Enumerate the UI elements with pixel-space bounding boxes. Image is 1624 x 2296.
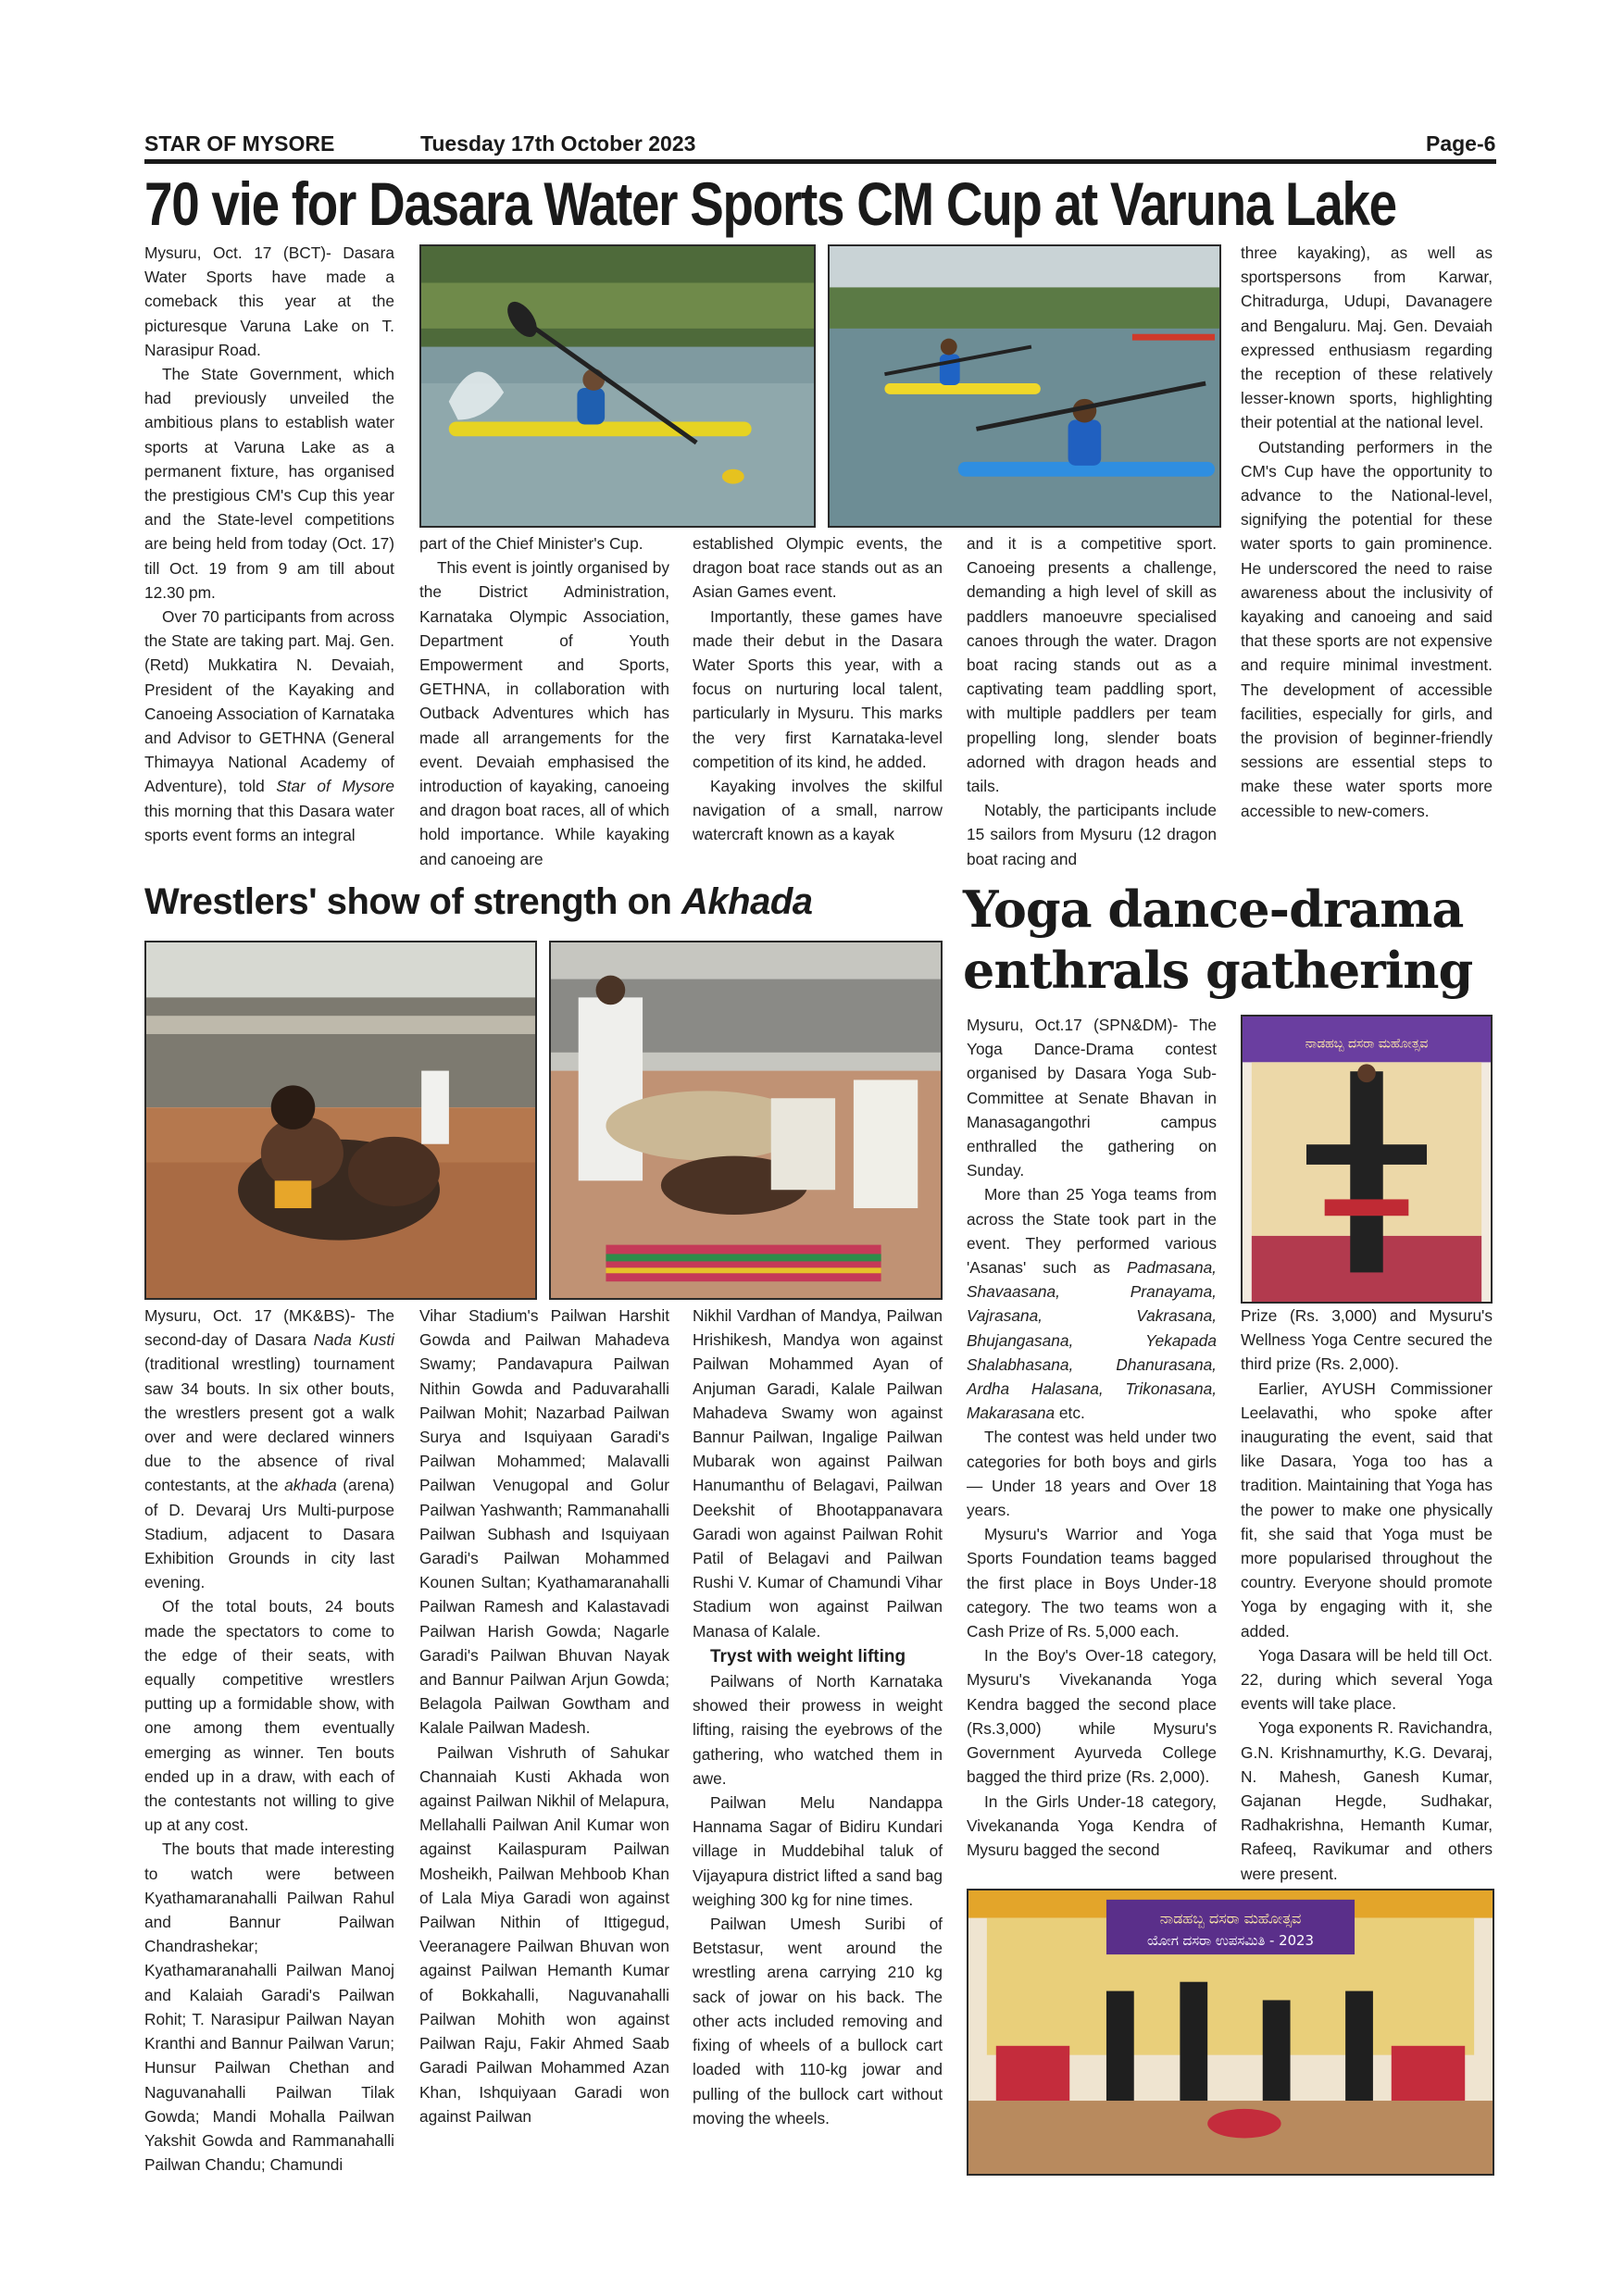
- water-para: Kayaking involves the skilful navigation of a small, narrow watercraft known as a kayak: [693, 777, 943, 844]
- water-para: The State Government, which had previously unveiled the ambitious plans to establish water sports at Varuna Lake as a permanent fixture, has organised the prestigious CM's Cup this year and the State-level competitions are being held from today (Oct. 17) till Oct. 19 from 9 am till about 12.30 pm.: [144, 365, 394, 602]
- wrestle-headline: Wrestlers' show of strength on Akhada: [144, 881, 813, 922]
- water-para: and it is a competitive sport. Canoeing presents a challenge, demanding a high level of skill as paddlers manoeuvre specialised canoes through the water. Dragon boat racing stands out as a captivating team paddling sport, with multiple paddlers per team propelling long, slender boats adorned with dragon heads and tails.: [967, 534, 1217, 796]
- yoga-stage-banner-top: ನಾಡಹಬ್ಬ ದಸರಾ ಮಹೋತ್ಸವ: [1159, 1909, 1302, 1928]
- wrestling-photo-1: [144, 941, 537, 1300]
- wrestle-para: Pailwan Melu Nandappa Hannama Sagar of Bidiru Kundari village in Muddebihal taluk of Vijayapura district lifted a sand bag weighing 300 kg for nine times.: [693, 1793, 943, 1909]
- yoga-photo-1-art: [1243, 1017, 1491, 1302]
- masthead-date: Tuesday 17th October 2023: [420, 131, 696, 156]
- wrestling-photo-2-art: [551, 942, 941, 1298]
- wrestle-col2: [419, 1304, 669, 2128]
- wrestle-col3: [693, 1304, 943, 2130]
- yoga-photo-2-art: [968, 1890, 1493, 2174]
- masthead-rule: [144, 159, 1496, 164]
- wrestle-para: Nikhil Vardhan of Mandya, Pailwan Hrishikesh, Mandya won against Pailwan Mohammed Ayan of Anjuman Garadi, Kalale Pailwan Mahadeva Swamy won against Bannur Pailwan, Ingalige Pailwan Mubarak won against Pailwan Hanumanthu of Belagavi, Pailwan Deekshit of Bhootappanavara Garadi won against Pailwan Rohit Patil of Belagavi and Pailwan Rushi V. Kumar of Chamundi Vihar Stadium won against Pailwan Manasa of Kalale.: [693, 1306, 943, 1641]
- yoga-photo-1: [1241, 1015, 1493, 1304]
- masthead-page: Page-6: [1426, 131, 1496, 156]
- yoga-col1: [967, 1013, 1217, 1862]
- kayak-photo-2-art: [830, 246, 1219, 526]
- water-para: three kayaking), as well as sportspersons from Karwar, Chitradurga, Udupi, Davanagere and Bengaluru. Maj. Gen. Devaiah expressed enthusiasm regarding the reception of these relatively lesser-known sports, highlighting their potential at the national level.: [1241, 243, 1493, 432]
- wrestle-col1: [144, 1304, 394, 2177]
- water-para: Importantly, these games have made their debut in the Dasara Water Sports this year, with a focus on nurturing local talent, particularly in Mysuru. This marks the very first Karnataka-level competition of its kind, he added.: [693, 606, 943, 771]
- water-headline: 70 vie for Dasara Water Sports CM Cup at Varuna Lake: [144, 169, 1396, 238]
- yoga-stage-banner-mid: ಯೋಗ ದಸರಾ ಉಪಸಮಿತಿ - 2023: [1146, 1932, 1315, 1950]
- yoga-para: More than 25 Yoga teams from across the State took part in the event. They performed various 'Asanas' such as Padmasana, Shavaasana, Pranayama, Vajrasana, Vakrasana, Bhujangasana, Yekapada Shalabhasana, Dhanurasana, Ardha Halasana, Trikonasana, Makarasana etc.: [967, 1185, 1217, 1423]
- yoga-para: Yoga Dasara will be held till Oct. 22, during which several Yoga events will take place.: [1241, 1645, 1493, 1714]
- asana-list: Padmasana, Shavaasana, Pranayama, Vajrasana, Vakrasana, Bhujangasana, Yekapada Shalabhasana, Dhanurasana, Ardha Halasana, Trikonasana, Makarasana: [967, 1258, 1217, 1423]
- wrestle-para: The bouts that made interesting to watch were between Kyathamaranahalli Pailwan Rahul and Bannur Pailwan Chandrashekar; Kyathamaranahalli Pailwan Manoj and Kalaiah Garadi's Pailwan Rohit; T. Narasipur Pailwan Nayan Kranthi and Bannur Pailwan Varun; Hunsur Pailwan Chethan and Naguvanahalli Pailwan Tilak Gowda; Mandi Mohalla Pailwan Yakshit Gowda and Rammanahalli Pailwan Chandu; Chamundi: [144, 1840, 394, 2175]
- water-para: Over 70 participants from across the State are taking part. Maj. Gen. (Retd) Mukkatira N. Devaiah, President of the Kayaking and Canoeing Association of Karnataka and Advisor to GETHNA (General Thimayya National Academy of Adventure), told Star of Mysore this morning that this Dasara water sports event forms an integral: [144, 607, 394, 844]
- masthead-paper: STAR OF MYSORE: [144, 131, 335, 156]
- wrestle-subhead: Tryst with weight lifting: [710, 1646, 906, 1666]
- yoga-para: Yoga exponents R. Ravichandra, G.N. Krishnamurthy, K.G. Devaraj, N. Mahesh, Ganesh Kumar, Gajanan Hegde, Sudhakar, Radhakrishna, Hemanth Kumar, Rafeeq, Ravikumar and others were present.: [1241, 1718, 1493, 1883]
- wrestle-para: Pailwan Umesh Suribi of Betstasur, went around the wrestling arena carrying 210 kg sack of jowar on his back. The other acts included removing and fixing of wheels of a bullock cart loaded with 110-kg jowar and pulling of the bullock cart without moving the wheels.: [693, 1915, 943, 2128]
- water-col4: [967, 531, 1217, 871]
- water-col5: [1241, 241, 1493, 823]
- water-para: Notably, the participants include 15 sailors from Mysuru (12 dragon boat racing and: [967, 801, 1217, 868]
- yoga-para: Prize (Rs. 3,000) and Mysuru's Wellness Yoga Centre secured the third prize (Rs. 2,000).: [1241, 1306, 1493, 1374]
- wrestle-para: Mysuru, Oct. 17 (MK&BS)- The second-day of Dasara Nada Kusti (traditional wrestling) tournament saw 34 bouts. In six other bouts, the wrestlers present got a walk over and were declared winners due to the absence of rival contestants, at the akhada (arena) of D. Devaraj Urs Multi-purpose Stadium, adjacent to Dasara Exhibition Grounds in city last evening.: [144, 1306, 394, 1592]
- yoga-headline-line1: Yoga dance-drama: [963, 880, 1464, 939]
- wrestle-para: Vihar Stadium's Pailwan Harshit Gowda and Pailwan Mahadeva Swamy; Pandavapura Pailwan Nithin Gowda and Paduvarahalli Pailwan Mohit; Nazarbad Pailwan Surya and Isquiyaan Garadi's Pailwan Mohammed; Malavalli Pailwan Venugopal and Golur Pailwan Yashwanth; Rammanahalli Pailwan Subhash and Isquiyaan Garadi's Pailwan Mohammed Kounen Sultan; Kyathamaranahalli Pailwan Ramesh and Kalastavadi Pailwan Harish Gowda; Nagarle Garadi's Pailwan Bhuvan Nayak and Bannur Pailwan Arjun Gowda; Belagola Pailwan Gowtham and Kalale Pailwan Madesh.: [419, 1306, 669, 1738]
- yoga-para: The contest was held under two categories for both boys and girls — Under 18 years and Over 18 years.: [967, 1428, 1217, 1520]
- kayak-photo-1: [419, 244, 816, 528]
- yoga-para: Mysuru, Oct.17 (SPN&DM)- The Yoga Dance-Drama contest organised by Dasara Yoga Sub-Committee at Senate Bhavan in Manasagangothri campus enthralled the gathering on Sunday.: [967, 1016, 1217, 1180]
- kayak-photo-2: [828, 244, 1221, 528]
- yoga-para: In the Boy's Over-18 category, Mysuru's Vivekananda Yoga Kendra bagged the second place (Rs.3,000) while Mysuru's Government Ayurveda College bagged the third prize (Rs. 2,000).: [967, 1646, 1217, 1787]
- yoga-col2: [1241, 1304, 1493, 1886]
- wrestle-para: Of the total bouts, 24 bouts made the spectators to come to the edge of their seats, with equally competitive wrestlers putting up a formidable show, with one among them eventually emerging as winner. Ten bouts ended up in a draw, with each of the contestants not willing to give up at any cost.: [144, 1597, 394, 1835]
- yoga-para: Mysuru's Warrior and Yoga Sports Foundation teams bagged the first place in Boys Under-18 category. The two teams won a Cash Prize of Rs. 5,000 each.: [967, 1525, 1217, 1641]
- yoga-para: Earlier, AYUSH Commissioner Leelavathi, who spoke after inaugurating the event, said that like Dasara, Yoga too has a tradition. Maintaining that Yoga has the power to make one physically fit, she said that Yoga must be more popularised throughout the country. Everyone should promote Yoga by engaging with it, she added.: [1241, 1379, 1493, 1641]
- water-para: Mysuru, Oct. 17 (BCT)- Dasara Water Sports have made a comeback this year at the picturesque Varuna Lake on T. Narasipur Road.: [144, 243, 394, 359]
- yoga-para: In the Girls Under-18 category, Vivekananda Yoga Kendra of Mysuru bagged the second: [967, 1791, 1217, 1859]
- water-col3: [693, 531, 943, 847]
- water-col1: [144, 241, 394, 847]
- water-para: established Olympic events, the dragon boat race stands out as an Asian Games event.: [693, 534, 943, 602]
- yoga-photo-2: [967, 1889, 1494, 2176]
- water-para: This event is jointly organised by the District Administration, Karnataka Olympic Association, Department of Youth Empowerment and Sports, GETHNA, in collaboration with Outback Adventures which has made all arrangements for the event. Devaiah emphasised the introduction of kayaking, canoeing and dragon boat races, all of which hold importance. While kayaking and canoeing are: [419, 558, 669, 868]
- yoga-headline-line2: enthrals gathering: [963, 941, 1473, 1000]
- water-para: Outstanding performers in the CM's Cup have the opportunity to advance to the National-level, signifying the potential for these water sports to gain prominence. He underscored the need to raise awareness about the inclusivity of kayaking and canoeing and said that these sports are not expensive and require minimal investment. The development of accessible facilities, especially for girls, and the provision of beginner-friendly sessions are essential steps to make these water sports more accessible to new-comers.: [1241, 437, 1493, 820]
- yoga-banner-title: ನಾಡಹಬ್ಬ ದಸರಾ ಮಹೋತ್ಸವ: [1305, 1036, 1429, 1052]
- paper-name: Star of Mysore: [276, 777, 394, 796]
- water-para: part of the Chief Minister's Cup.: [419, 534, 643, 553]
- wrestling-photo-2: [549, 941, 943, 1300]
- wrestle-para: Pailwans of North Karnataka showed their prowess in weight lifting, raising the eyebrows of the gathering, who watched them in awe.: [693, 1672, 943, 1788]
- wrestle-para: Pailwan Vishruth of Sahukar Channaiah Kusti Akhada won against Pailwan Nikhil of Melapura, Mellahalli Pailwan Anil Kumar won against Kailaspuram Pailwan Mosheikh, Pailwan Mehboob Khan of Lala Miya Garadi won against Pailwan Nithin of Ittigegud, Veeranagere Pailwan Bhuvan won against Pailwan Hemanth Kumar of Bokkahalli, Naguvanahalli Pailwan Mohith won against Pailwan Raju, Fakir Ahmed Saab Garadi Pailwan Mohammed Azan Khan, Ishquiyaan Garadi won against Pailwan: [419, 1742, 669, 2126]
- kayak-photo-1-art: [421, 246, 814, 526]
- water-col2: [419, 531, 669, 871]
- wrestling-photo-1-art: [146, 942, 535, 1298]
